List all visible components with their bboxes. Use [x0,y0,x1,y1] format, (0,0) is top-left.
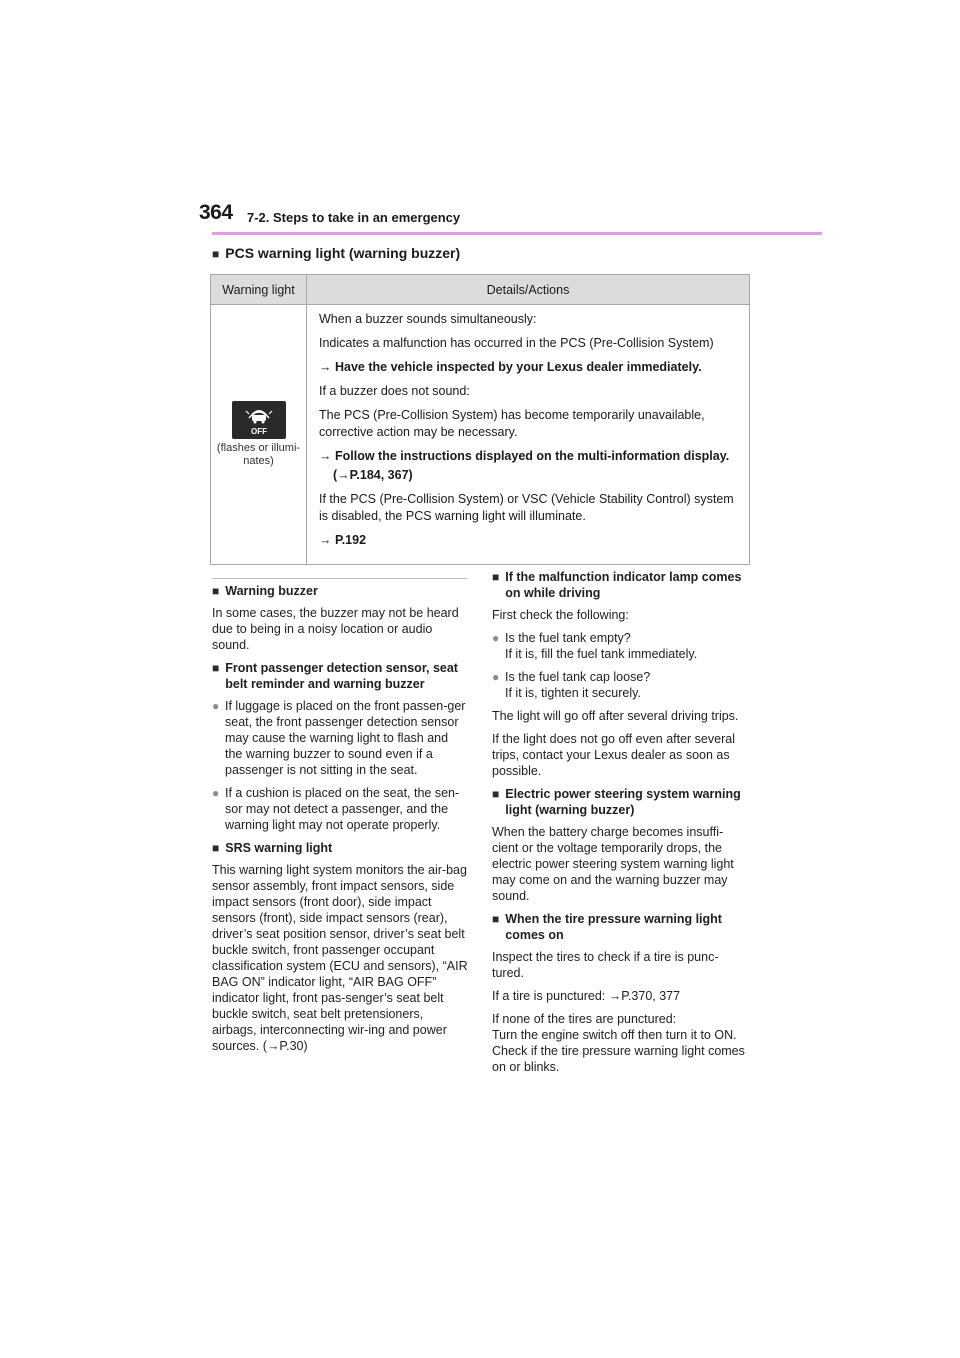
action-text-body: Have the vehicle inspected by your Lexus dealer immediately. [334,360,702,374]
arrow-icon: → [319,360,332,374]
action-text [319,359,745,376]
list-item [212,785,468,833]
paragraph: If the light does not go off even after several trips, contact your Lexus dealer as soon as possible. [492,732,735,778]
list-item-subtext: If it is, fill the fuel tank immediately. [505,647,698,661]
square-bullet-icon: ■ [492,787,500,801]
page-number: 364 [199,201,233,224]
page-reference: P.192 [334,533,367,547]
bullet-dot-icon: ● [492,631,500,645]
paragraph: When the battery charge becomes insuffi-cient or the voltage temporarily drops, the electric power steering system warning light may come on and the warning buzzer may sound. [492,825,734,903]
paragraph-line: Turn the engine switch off then turn it to ON. Check if the tire pressure warning light comes on or blinks. [492,1028,745,1074]
subheading-text: If the malfunction indicator lamp comes on while driving [505,570,742,600]
column-header-details: Details/Actions [307,275,750,305]
pcs-off-icon [232,401,286,439]
paragraph-line: If none of the tires are punctured: [492,1012,677,1026]
warning-light-cell [211,305,307,565]
details-text: The PCS (Pre-Collision System) has become temporarily unavailable, corrective action may be necessary. [319,408,705,439]
subheading [212,660,468,692]
section-title [212,245,460,261]
paragraph: First check the following: [492,608,629,622]
subheading-text: Electric power steering system warning light (warning buzzer) [505,787,741,817]
icon-caption: (flashes or illumi-nates) [216,442,301,467]
details-text: Indicates a malfunction has occurred in the PCS (Pre-Collision System) [319,336,714,350]
bullet-dot-icon: ● [212,699,220,713]
subheading [492,569,748,601]
paragraph: This warning light system monitors the air-bag sensor assembly, front impact sensors, side impact sensors (front door), side impact sensors (front), side impact sensors (rear), driver’s seat position sensor, driver’s seat belt buckle switch, front passenger occupant classification system (ECU and sensors), “AIR BAG ON” indicator light, “AIR BAG OFF” indicator light, front pas-senger’s seat belt buckle switch, seat belt pretensioners, airbags, interconnecting wir-ing and power sources. (→P.30) [212,863,468,1053]
subheading [492,786,748,818]
list-item [492,630,748,662]
action-text [319,448,745,465]
list-item-subtext: If it is, tighten it securely. [505,686,641,700]
list-item [212,698,468,778]
left-column [212,583,468,1061]
list-item-text: Is the fuel tank empty? [505,631,631,645]
paragraph: In some cases, the buzzer may not be heard due to being in a noisy location or audio sound. [212,606,459,652]
arrow-icon: → [319,533,332,547]
paragraph [492,1011,748,1075]
list-item-text: Is the fuel tank cap loose? [505,670,651,684]
action-text-body: Follow the instructions displayed on the multi-information display. [334,449,730,463]
square-bullet-icon: ■ [492,912,500,926]
pcs-off-icon-label: OFF [250,427,267,436]
details-cell [307,305,750,565]
subheading-text: Front passenger detection sensor, seat belt reminder and warning buzzer [225,661,458,691]
subheading-text: Warning buzzer [225,584,318,598]
square-bullet-icon: ■ [212,841,220,855]
right-column [492,569,748,1082]
arrow-icon: → [319,449,332,463]
section-title-text: PCS warning light (warning buzzer) [225,245,461,261]
bullet-dot-icon: ● [212,786,220,800]
subheading-text: When the tire pressure warning light comes on [505,912,722,942]
header-rule [212,232,822,235]
list-item-text: If a cushion is placed on the seat, the sen-sor may not detect a passenger, and the warning light may not operate properly. [225,786,460,832]
column-header-warning-light: Warning light [211,275,307,305]
details-text: If the PCS (Pre-Collision System) or VSC (Vehicle Stability Control) system is disabled, the PCS warning light will illuminate. [319,492,734,523]
details-text: If a buzzer does not sound: [319,384,470,398]
column-divider [212,578,467,579]
subheading [212,840,468,856]
chapter-title: 7-2. Steps to take in an emergency [247,210,461,225]
square-bullet-icon: ■ [212,247,220,261]
paragraph: The light will go off after several driving trips. [492,709,739,723]
square-bullet-icon: ■ [212,661,220,675]
paragraph: Inspect the tires to check if a tire is punc-tured. [492,950,719,980]
details-text: When a buzzer sounds simultaneously: [319,312,537,326]
list-item-text: If luggage is placed on the front passen-ger seat, the front passenger detection sensor may cause the warning light to flash and the warning buzzer to sound even if a passenger is not sitting in the seat. [225,699,466,777]
bullet-dot-icon: ● [492,670,500,684]
subheading [492,911,748,943]
page-reference: (→P.184, 367) [333,468,413,482]
table-header-row [211,275,750,305]
square-bullet-icon: ■ [212,584,220,598]
table-row [211,305,750,565]
square-bullet-icon: ■ [492,570,500,584]
subheading-text: SRS warning light [225,841,333,855]
subheading [212,583,468,599]
warning-light-table [210,274,750,565]
paragraph: If a tire is punctured: →P.370, 377 [492,989,681,1003]
list-item [492,669,748,701]
action-text [319,532,745,549]
